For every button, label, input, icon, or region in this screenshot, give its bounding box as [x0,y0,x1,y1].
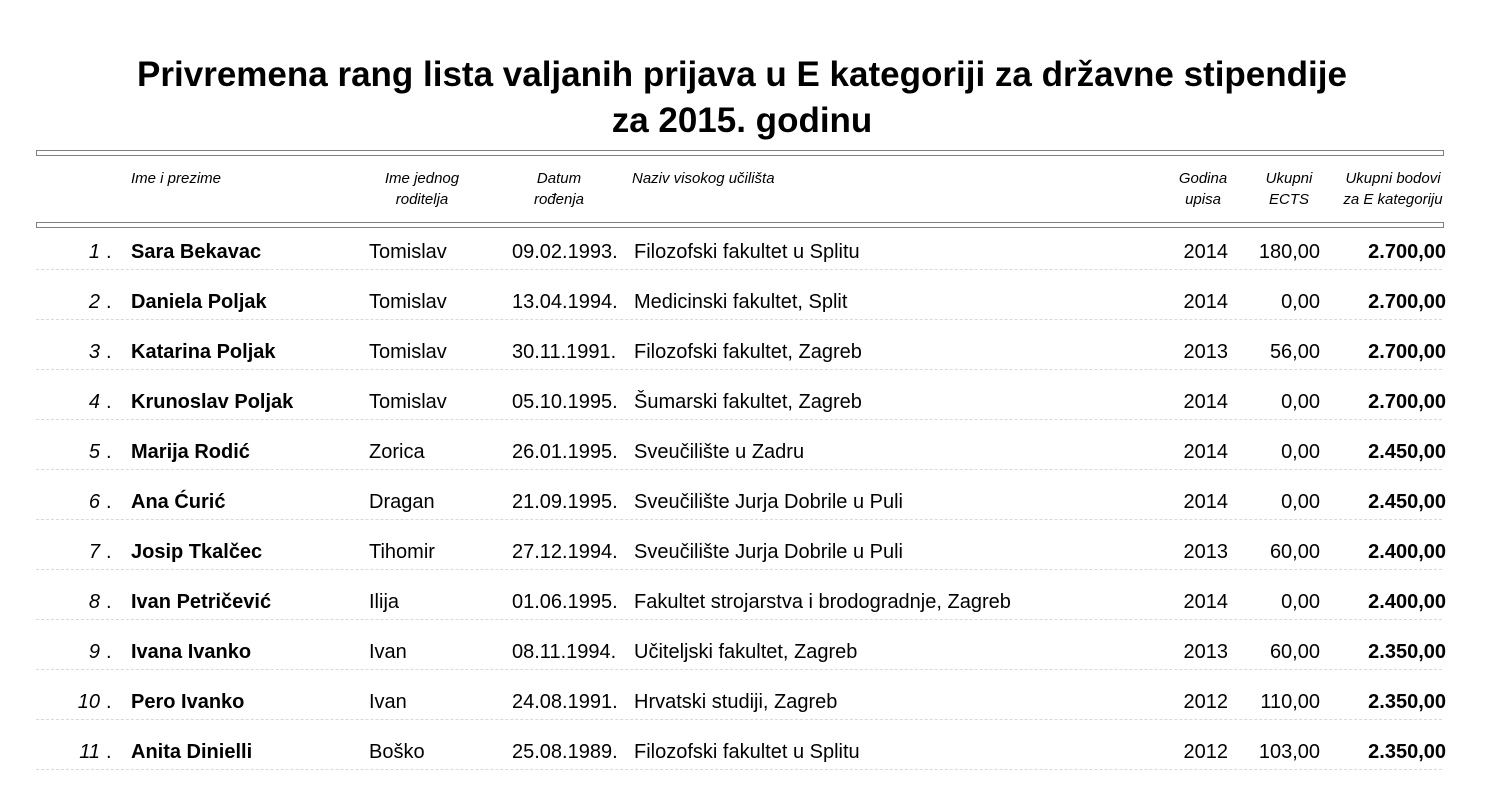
cell-rank: 11 [79,741,100,763]
cell-school: Hrvatski studiji, Zagreb [634,691,838,713]
cell-year: 2014 [1183,241,1228,263]
cell-points: 2.350,00 [1368,691,1446,713]
header-year: Godina upisa [1178,170,1228,208]
cell-dot: . [106,291,112,313]
cell-dob: 30.11.1991. [512,341,617,363]
cell-year: 2013 [1183,341,1228,363]
cell-ects: 0,00 [1281,441,1320,463]
cell-ects: 110,00 [1260,691,1320,713]
header-school: Naziv visokog učilišta [632,170,775,187]
cell-parent: Tihomir [369,541,435,563]
cell-parent: Tomislav [369,241,447,263]
cell-rank: 10 [77,691,100,713]
cell-rank: 7 [88,541,100,563]
header-top-border [36,150,1444,156]
cell-points: 2.700,00 [1368,341,1446,363]
cell-dob: 26.01.1995. [512,441,618,463]
cell-dot: . [106,541,112,563]
cell-name: Ivan Petričević [131,591,272,613]
header-points: Ukupni bodovi za E kategoriju [1343,170,1443,208]
cell-ects: 60,00 [1269,541,1320,563]
cell-parent: Ivan [369,691,407,713]
cell-school: Filozofski fakultet u Splitu [634,241,860,263]
cell-rank: 6 [88,491,100,513]
cell-name: Anita Dinielli [131,741,253,763]
cell-year: 2014 [1183,391,1228,413]
cell-dot: . [106,591,112,613]
cell-dob: 27.12.1994. [512,541,618,563]
row-divider [36,319,1442,320]
cell-ects: 180,00 [1258,241,1320,263]
table-header [0,168,1500,218]
cell-name: Ana Ćurić [131,491,226,513]
cell-dot: . [106,641,112,663]
cell-parent: Ilija [369,591,400,613]
cell-dob: 01.06.1995. [512,591,618,613]
cell-school: Filozofski fakultet u Splitu [634,741,860,763]
row-divider [36,569,1442,570]
cell-parent: Tomislav [369,341,447,363]
cell-year: 2012 [1183,741,1228,763]
cell-name: Marija Rodić [131,441,250,463]
cell-points: 2.700,00 [1368,291,1446,313]
cell-dot: . [106,341,112,363]
cell-dot: . [106,441,112,463]
cell-dob: 25.08.1989. [512,741,618,763]
cell-ects: 0,00 [1281,491,1320,513]
cell-parent: Zorica [369,441,425,463]
cell-school: Sveučilište Jurja Dobrile u Puli [634,541,904,563]
cell-school: Sveučilište u Zadru [634,441,805,463]
cell-parent: Tomislav [369,391,447,413]
cell-school: Fakultet strojarstva i brodogradnje, Zagreb [634,591,1011,613]
cell-dot: . [106,691,112,713]
cell-dob: 08.11.1994. [512,641,617,663]
cell-school: Učiteljski fakultet, Zagreb [634,641,858,663]
cell-ects: 0,00 [1281,591,1320,613]
cell-ects: 60,00 [1269,641,1320,663]
cell-dob: 21.09.1995. [512,491,618,513]
header-parent: Ime jednog roditelja [384,170,460,208]
table-row [0,541,1500,591]
cell-year: 2014 [1183,291,1228,313]
table-row [0,391,1500,441]
cell-year: 2014 [1183,491,1228,513]
cell-rank: 8 [88,591,100,613]
cell-dot: . [106,241,112,263]
page-title [0,52,1484,144]
cell-points: 2.350,00 [1368,741,1446,763]
row-divider [36,269,1442,270]
cell-school: Filozofski fakultet, Zagreb [634,341,862,363]
table-row [0,241,1500,291]
cell-points: 2.700,00 [1368,391,1446,413]
cell-year: 2014 [1183,441,1228,463]
table-row [0,741,1500,791]
cell-dob: 05.10.1995. [512,391,618,413]
cell-school: Medicinski fakultet, Split [634,291,848,313]
cell-rank: 3 [88,341,100,363]
cell-ects: 0,00 [1281,291,1320,313]
row-divider [36,519,1442,520]
header-ects: Ukupni ECTS [1265,170,1313,208]
header-bottom-border [36,222,1444,228]
row-divider [36,369,1442,370]
cell-dot: . [106,741,112,763]
cell-dob: 09.02.1993. [512,241,618,263]
cell-points: 2.450,00 [1368,441,1446,463]
table-row [0,491,1500,541]
row-divider [36,619,1442,620]
cell-name: Daniela Poljak [131,291,267,313]
title-line-1: Privremena rang lista valjanih prijava u E kategoriji za državne stipendije [137,55,1347,94]
header-dob: Datum rođenja [533,170,585,208]
table-row [0,341,1500,391]
cell-rank: 5 [88,441,100,463]
row-divider [36,469,1442,470]
table-row [0,591,1500,641]
row-divider [36,669,1442,670]
cell-name: Pero Ivanko [131,691,245,713]
cell-year: 2014 [1183,591,1228,613]
row-divider [36,419,1442,420]
cell-school: Šumarski fakultet, Zagreb [634,391,862,413]
cell-rank: 1 [88,241,100,263]
cell-name: Josip Tkalčec [131,541,263,563]
cell-rank: 2 [88,291,100,313]
table-row [0,641,1500,691]
cell-dob: 24.08.1991. [512,691,618,713]
cell-parent: Boško [369,741,425,763]
table-row [0,291,1500,341]
title-line-2: za 2015. godinu [611,101,873,140]
cell-name: Sara Bekavac [131,241,262,263]
cell-ects: 0,00 [1281,391,1320,413]
cell-rank: 9 [88,641,100,663]
cell-ects: 56,00 [1269,341,1320,363]
cell-year: 2012 [1183,691,1228,713]
cell-parent: Tomislav [369,291,447,313]
cell-school: Sveučilište Jurja Dobrile u Puli [634,491,904,513]
cell-points: 2.400,00 [1368,591,1446,613]
cell-parent: Ivan [369,641,407,663]
cell-name: Krunoslav Poljak [131,391,294,413]
header-name: Ime i prezime [131,170,222,187]
cell-ects: 103,00 [1258,741,1320,763]
cell-year: 2013 [1183,541,1228,563]
row-divider [36,769,1442,770]
cell-points: 2.700,00 [1368,241,1446,263]
cell-name: Ivana Ivanko [131,641,252,663]
cell-dot: . [106,491,112,513]
cell-points: 2.350,00 [1368,641,1446,663]
cell-parent: Dragan [369,491,435,513]
cell-rank: 4 [88,391,100,413]
cell-points: 2.400,00 [1368,541,1446,563]
row-divider [36,719,1442,720]
cell-points: 2.450,00 [1368,491,1446,513]
cell-name: Katarina Poljak [131,341,276,363]
table-row [0,441,1500,491]
cell-dob: 13.04.1994. [512,291,618,313]
table-row [0,691,1500,741]
cell-year: 2013 [1183,641,1228,663]
cell-dot: . [106,391,112,413]
